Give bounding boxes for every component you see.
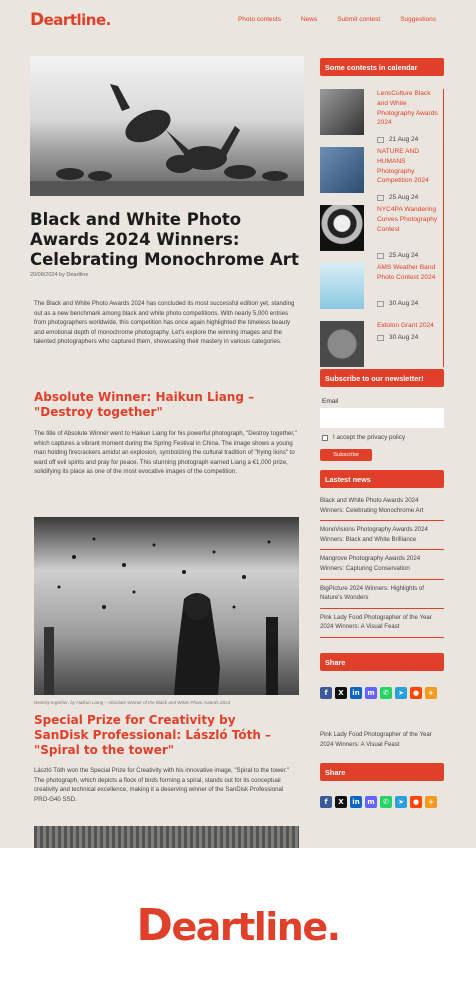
contest-title[interactable]: LensCulture Black and White Photography Awards 2024 xyxy=(377,90,438,127)
latest-news-heading: Lastest news xyxy=(320,470,444,488)
contest-date: 25 Aug 24 xyxy=(377,252,418,259)
mastodon-icon[interactable]: m xyxy=(365,796,377,808)
telegram-icon[interactable]: ➤ xyxy=(395,687,407,699)
news-item[interactable]: Pink Lady Food Photographer of the Year 2024 Winners: A Visual Feast xyxy=(320,609,444,638)
subscribe-button[interactable]: Subscribe xyxy=(320,449,372,461)
section-heading-special-prize: Special Prize for Creativity by SanDisk Professional: László Tóth – "Spiral to the tower" xyxy=(34,713,272,757)
calendar-heading: Some contests in calendar xyxy=(320,58,444,76)
reddit-icon[interactable]: ● xyxy=(410,796,422,808)
latest-news-list xyxy=(320,492,444,638)
share-buttons-2 xyxy=(320,796,440,808)
whatsapp-icon[interactable]: ✆ xyxy=(380,796,392,808)
x-icon[interactable]: X xyxy=(335,796,347,808)
contest-thumbnail xyxy=(320,147,364,193)
share-heading-2: Share xyxy=(320,763,444,781)
calendar-icon xyxy=(377,335,384,341)
share-article-link[interactable]: Pink Lady Food Photographer of the Year 2024 Winners: A Visual Feast xyxy=(320,731,432,748)
footer-logo[interactable]: Deartline. xyxy=(136,900,340,951)
section-text-absolute-winner: The title of Absolute Winner went to Haikun Liang for his powerful photograph, "Destroy together," which captures a vibrant moment during the Spring Festival in China. The image shows a young man holding firecrackers amidst an explosion, symbolizing the cultural tradition of "frying lions" to ward off evil spirits and pray for peace. This stunning photograph earned Liang a €1,000 prize, solidifying its place as one of the most evocative images of the competition. xyxy=(34,430,297,476)
article-intro: The Black and White Photo Awards 2024 has concluded its most successful edition yet, standing out as a new benchmark among black and white photo competitions. With nearly 5,000 entries from photographers worldwide, this competition has once again highlighted the timeless beauty and emotional depth of monochrome photography. Let's explore the winning images and the talented photographers who captured them, showcasing their mastery in various categories. xyxy=(34,300,295,346)
contest-title[interactable]: NATURE AND HUMANS Photography Competition 2024 xyxy=(377,148,429,185)
contest-date: 21 Aug 24 xyxy=(377,136,418,143)
section-text-special-prize: László Tóth won the Special Prize for Creativity with his innovative image, "Spiral to the tower." The photograph, which depicts a flock of birds forming a spiral, stands out for its conceptual creativity and technical excellence, making it a deserving winner of the SanDisk Professional PRO-G40 SSD. xyxy=(34,767,290,803)
nav-news[interactable]: News xyxy=(300,16,318,23)
email-field[interactable] xyxy=(320,408,444,428)
contest-thumbnail xyxy=(320,263,364,309)
article-date: 20/08/2024 by Deartline xyxy=(30,272,89,278)
calendar-icon xyxy=(377,195,384,201)
linkedin-icon[interactable]: in xyxy=(350,687,362,699)
spiral-photo xyxy=(34,826,299,848)
news-item[interactable]: Mangrove Photography Awards 2024 Winners: Capturing Conservation xyxy=(320,550,444,579)
calendar-icon xyxy=(377,137,384,143)
main-nav xyxy=(238,16,436,23)
calendar-icon xyxy=(377,301,384,307)
facebook-icon[interactable]: f xyxy=(320,687,332,699)
contest-title[interactable]: Eidolon Grant 2024 xyxy=(377,322,434,329)
news-item[interactable]: Black and White Photo Awards 2024 Winners: Celebrating Monochrome Art xyxy=(320,492,444,521)
contest-thumbnail xyxy=(320,205,364,251)
contest-item[interactable] xyxy=(320,263,443,321)
contest-thumbnail xyxy=(320,321,364,367)
contest-item[interactable] xyxy=(320,147,443,205)
section-heading-absolute-winner: Absolute Winner: Haikun Liang – "Destroy together" xyxy=(34,390,255,419)
contest-title[interactable]: NYC4PA Wandering Curves Photography Contest xyxy=(377,206,438,233)
more-icon[interactable]: + xyxy=(425,687,437,699)
share-buttons xyxy=(320,687,440,699)
hero-image xyxy=(30,56,304,196)
contest-title[interactable]: AMS Weather Band Photo Contest 2024 xyxy=(377,264,436,281)
x-icon[interactable]: X xyxy=(335,687,347,699)
news-item[interactable]: MonoVisions Photography Awards 2024 Winners: Black and White Brilliance xyxy=(320,521,444,550)
contest-date: 25 Aug 24 xyxy=(377,194,418,201)
winner-photo xyxy=(34,517,299,695)
email-label: Email xyxy=(322,398,339,405)
nav-photo-contests[interactable]: Photo contests xyxy=(237,16,281,23)
whatsapp-icon[interactable]: ✆ xyxy=(380,687,392,699)
mastodon-icon[interactable]: m xyxy=(365,687,377,699)
news-item[interactable]: BigPicture 2024 Winners: Highlights of Nature's Wonders xyxy=(320,580,444,609)
newsletter-heading: Subscribe to our newsletter! xyxy=(320,369,444,387)
contest-item[interactable] xyxy=(320,205,443,263)
nav-suggestions[interactable]: Suggestions xyxy=(400,16,436,23)
calendar-icon xyxy=(377,253,384,259)
privacy-checkbox[interactable] xyxy=(322,435,328,441)
contest-date: 30 Aug 24 xyxy=(377,334,418,341)
contest-item[interactable] xyxy=(320,321,443,367)
site-logo[interactable]: Deartline. xyxy=(30,10,111,30)
more-icon[interactable]: + xyxy=(425,796,437,808)
contest-calendar-list xyxy=(320,89,444,367)
telegram-icon[interactable]: ➤ xyxy=(395,796,407,808)
facebook-icon[interactable]: f xyxy=(320,796,332,808)
contest-thumbnail xyxy=(320,89,364,135)
reddit-icon[interactable]: ● xyxy=(410,687,422,699)
privacy-label: I accept the privacy policy xyxy=(333,434,406,441)
linkedin-icon[interactable]: in xyxy=(350,796,362,808)
share-heading: Share xyxy=(320,653,444,671)
photo-caption: Destroy together, by Haikun Liang – Absolute Winner of the Black and White Photo Awards 2024 xyxy=(34,700,231,705)
contest-item[interactable] xyxy=(320,89,443,147)
contest-date: 30 Aug 24 xyxy=(377,300,418,307)
nav-submit-contest[interactable]: Submit contest xyxy=(337,16,381,23)
article-title: Black and White Photo Awards 2024 Winners: Celebrating Monochrome Art xyxy=(30,210,299,269)
